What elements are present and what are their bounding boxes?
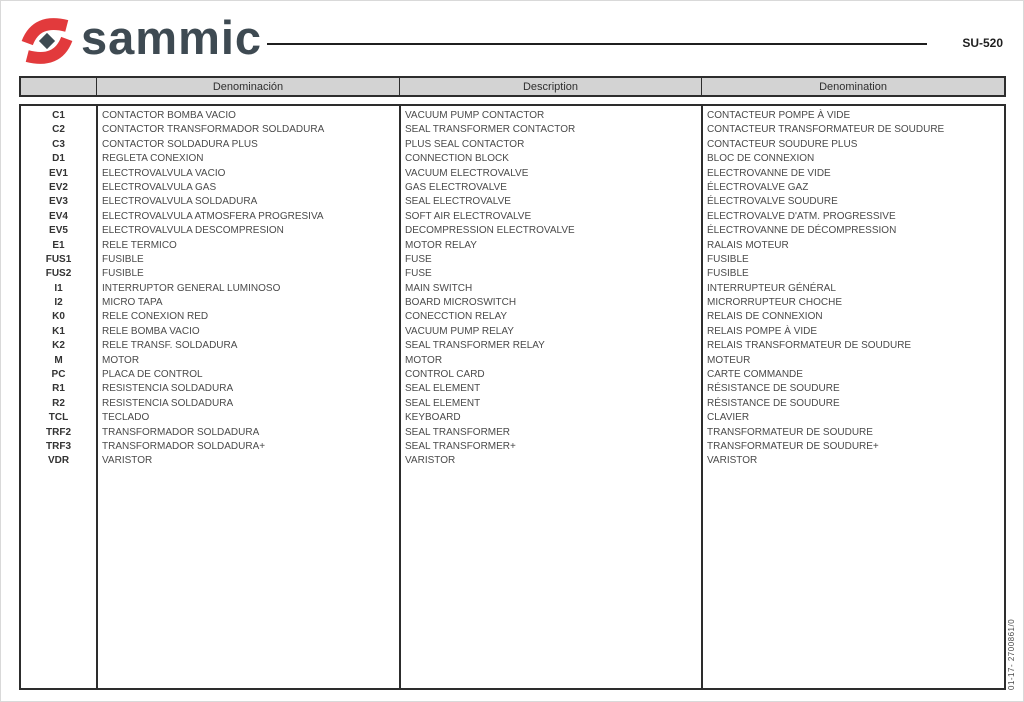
table-row <box>21 296 1004 310</box>
row-description: VARISTOR <box>405 455 456 467</box>
table-row <box>21 354 1004 368</box>
row-code: E1 <box>52 239 65 251</box>
row-denominacion: TRANSFORMADOR SOLDADURA <box>102 426 260 438</box>
row-code: VDR <box>47 455 70 467</box>
row-denomination: INTERRUPTEUR GÉNÉRAL <box>707 282 836 294</box>
row-denomination: CLAVIER <box>707 412 750 424</box>
row-description: CONNECTION BLOCK <box>405 153 509 165</box>
row-code: K2 <box>52 340 65 352</box>
row-denominacion: TRANSFORMADOR SOLDADURA+ <box>102 440 266 452</box>
table-row <box>21 138 1004 152</box>
header-cell-denomination: Denomination <box>701 78 1004 95</box>
row-description: DECOMPRESSION ELECTROVALVE <box>405 225 575 237</box>
row-denominacion: FUSIBLE <box>102 268 144 280</box>
table-row <box>21 282 1004 296</box>
header-cell-code <box>21 78 96 95</box>
row-denominacion: INTERRUPTOR GENERAL LUMINOSO <box>102 282 281 294</box>
page-header <box>19 13 1005 65</box>
row-description: SEAL TRANSFORMER CONTACTOR <box>405 124 576 136</box>
table-row <box>21 224 1004 238</box>
table-row <box>21 454 1004 468</box>
row-code: EV2 <box>49 181 68 193</box>
row-denomination: ELECTROVALVE D'ATM. PROGRESSIVE <box>707 210 896 222</box>
row-code: PC <box>51 369 66 381</box>
table-row <box>21 210 1004 224</box>
row-denominacion: RELE BOMBA VACIO <box>102 325 200 337</box>
row-denominacion: RELE CONEXION RED <box>102 311 209 323</box>
row-description: VACUUM PUMP RELAY <box>405 325 514 337</box>
row-description: VACUUM PUMP CONTACTOR <box>405 110 545 121</box>
row-description: CONTROL CARD <box>405 369 485 381</box>
row-description: CONECCTION RELAY <box>405 311 508 323</box>
row-description: GAS ELECTROVALVE <box>405 181 507 193</box>
row-code: M <box>54 354 63 366</box>
table-row <box>21 239 1004 253</box>
table-header-row <box>19 76 1006 97</box>
row-denominacion: CONTACTOR SOLDADURA PLUS <box>102 138 258 150</box>
row-denominacion: REGLETA CONEXION <box>102 153 204 165</box>
row-denomination: ELECTROVANNE DE VIDE <box>707 167 831 179</box>
brand-name: sammic <box>81 11 263 64</box>
row-description: SEAL ELEMENT <box>405 397 481 409</box>
row-denomination: CONTACTEUR SOUDURE PLUS <box>707 138 858 150</box>
row-denomination: RALAIS MOTEUR <box>707 239 789 251</box>
row-denominacion: ELECTROVALVULA GAS <box>102 181 217 193</box>
table-row <box>21 440 1004 454</box>
row-denomination: CARTE COMMANDE <box>707 369 803 381</box>
row-denominacion: ELECTROVALVULA DESCOMPRESION <box>102 225 284 237</box>
row-description: PLUS SEAL CONTACTOR <box>405 138 525 150</box>
table-row <box>21 152 1004 166</box>
row-denomination: TRANSFORMATEUR DE SOUDURE+ <box>707 440 879 452</box>
row-description: MOTOR <box>405 354 443 366</box>
table-row <box>21 267 1004 281</box>
row-denominacion: RELE TRANSF. SOLDADURA <box>102 340 238 352</box>
row-denomination: MICRORRUPTEUR CHOCHE <box>707 297 842 309</box>
table-row <box>21 123 1004 137</box>
table-row <box>21 195 1004 209</box>
table-row <box>21 253 1004 267</box>
row-code: EV4 <box>49 210 68 222</box>
row-description: SEAL TRANSFORMER+ <box>405 440 516 452</box>
row-denomination: RELAIS DE CONNEXION <box>707 311 823 323</box>
row-code: FUS1 <box>45 253 72 265</box>
row-denominacion: MICRO TAPA <box>102 297 163 309</box>
table-row <box>21 382 1004 396</box>
row-code: K1 <box>52 325 65 337</box>
row-denomination: BLOC DE CONNEXION <box>707 153 815 165</box>
row-denomination: MOTEUR <box>707 354 751 366</box>
row-denomination: ÉLECTROVALVE GAZ <box>707 181 809 193</box>
header-cell-denominacion: Denominación <box>96 78 399 95</box>
row-denominacion: ELECTROVALVULA SOLDADURA <box>102 196 258 208</box>
row-code: C2 <box>52 124 65 136</box>
row-denominacion: VARISTOR <box>102 455 153 467</box>
row-description: MAIN SWITCH <box>405 282 473 294</box>
row-description: SEAL ELEMENT <box>405 383 481 395</box>
table-row <box>21 397 1004 411</box>
row-code: I1 <box>54 282 63 294</box>
table-row <box>21 310 1004 324</box>
row-code: EV5 <box>49 225 68 237</box>
row-denominacion: ELECTROVALVULA ATMOSFERA PROGRESIVA <box>102 210 324 222</box>
row-denomination: CONTACTEUR TRANSFORMATEUR DE SOUDURE <box>707 124 945 136</box>
row-code: C3 <box>52 138 65 150</box>
row-denomination: RÉSISTANCE DE SOUDURE <box>707 397 840 409</box>
row-denominacion: RESISTENCIA SOLDADURA <box>102 397 234 409</box>
table-row <box>21 109 1004 123</box>
row-denomination: FUSIBLE <box>707 253 749 265</box>
row-description: BOARD MICROSWITCH <box>405 297 517 309</box>
row-denomination: FUSIBLE <box>707 268 749 280</box>
row-description: SEAL TRANSFORMER <box>405 426 511 438</box>
table-row <box>21 325 1004 339</box>
row-denomination: RÉSISTANCE DE SOUDURE <box>707 383 840 395</box>
row-description: KEYBOARD <box>405 412 461 424</box>
row-description: FUSE <box>405 268 432 280</box>
row-description: SOFT AIR ELECTROVALVE <box>405 210 532 222</box>
row-denomination: ÉLECTROVANNE DE DÉCOMPRESSION <box>707 225 897 237</box>
table-rows <box>21 109 1004 469</box>
table-row <box>21 181 1004 195</box>
row-denominacion: FUSIBLE <box>102 253 144 265</box>
table-row <box>21 426 1004 440</box>
table-row <box>21 368 1004 382</box>
header-rule <box>267 43 927 45</box>
row-code: FUS2 <box>45 268 72 280</box>
row-code: K0 <box>52 311 65 323</box>
row-denominacion: CONTACTOR BOMBA VACIO <box>102 110 236 121</box>
row-description: MOTOR RELAY <box>405 239 477 251</box>
row-denominacion: ELECTROVALVULA VACIO <box>102 167 226 179</box>
table-body <box>19 104 1006 690</box>
row-denominacion: TECLADO <box>102 412 150 424</box>
row-description: VACUUM ELECTROVALVE <box>405 167 529 179</box>
sammic-logo-icon <box>21 17 73 65</box>
row-code: TRF3 <box>46 440 71 452</box>
row-description: SEAL ELECTROVALVE <box>405 196 511 208</box>
document-reference-vertical: 01-17- 2700861/0 <box>1007 618 1016 690</box>
row-code: TRF2 <box>46 426 71 438</box>
header-cell-description: Description <box>399 78 701 95</box>
row-denomination: TRANSFORMATEUR DE SOUDURE <box>707 426 873 438</box>
row-denominacion: MOTOR <box>102 354 140 366</box>
row-code: TCL <box>48 412 69 424</box>
row-code: EV1 <box>49 167 68 179</box>
row-code: R1 <box>52 383 65 395</box>
row-code: D1 <box>52 153 65 165</box>
row-denomination: ÉLECTROVALVE SOUDURE <box>707 196 838 208</box>
row-denomination: VARISTOR <box>707 455 758 467</box>
row-denominacion: RELE TERMICO <box>102 239 177 251</box>
row-code: I2 <box>54 297 63 309</box>
row-denominacion: PLACA DE CONTROL <box>102 369 203 381</box>
row-description: SEAL TRANSFORMER RELAY <box>405 340 545 352</box>
row-description: FUSE <box>405 253 432 265</box>
row-code: R2 <box>52 397 65 409</box>
row-denomination: RELAIS TRANSFORMATEUR DE SOUDURE <box>707 340 912 352</box>
table-row <box>21 411 1004 425</box>
row-denomination: CONTACTEUR POMPE À VIDE <box>707 110 851 121</box>
doc-code: SU-520 <box>962 36 1003 50</box>
table-row <box>21 339 1004 353</box>
row-denominacion: CONTACTOR TRANSFORMADOR SOLDADURA <box>102 124 325 136</box>
row-code: C1 <box>52 110 65 121</box>
row-denomination: RELAIS POMPE À VIDE <box>707 325 818 337</box>
table-row <box>21 167 1004 181</box>
row-code: EV3 <box>49 196 68 208</box>
row-denominacion: RESISTENCIA SOLDADURA <box>102 383 234 395</box>
